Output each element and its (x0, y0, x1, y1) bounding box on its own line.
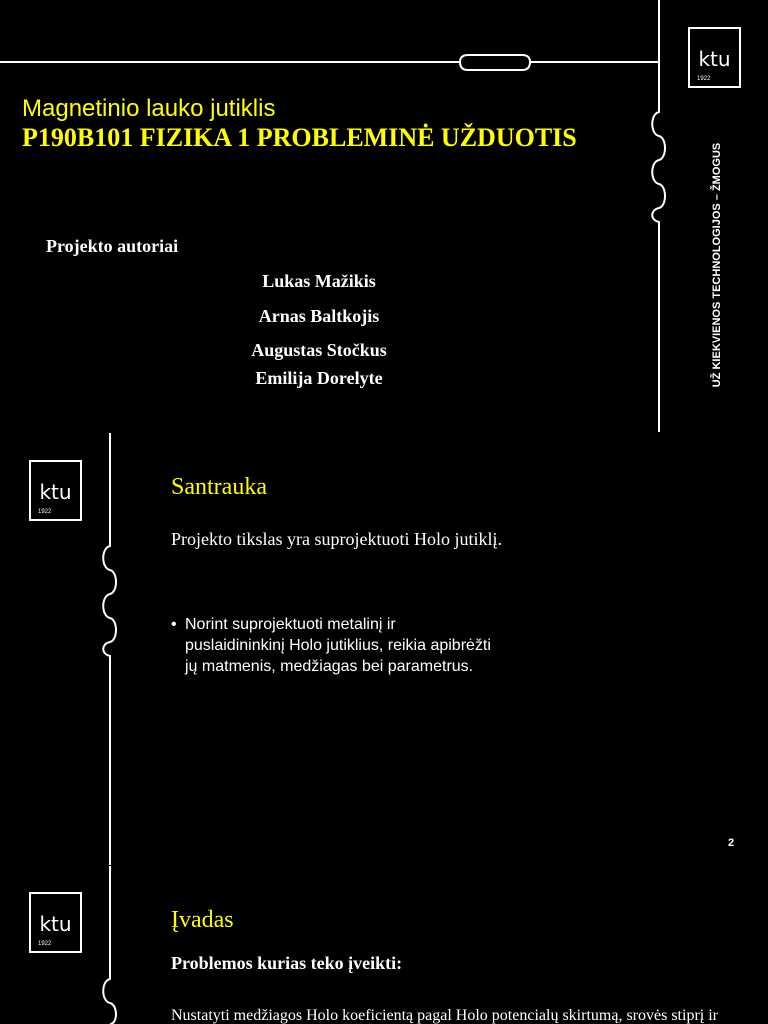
course-title: P190B101 FIZIKA 1 PROBLEMINĖ UŽDUOTIS (22, 123, 577, 152)
ktu-logo (29, 460, 82, 521)
author-name: Augustas Stočkus (251, 340, 387, 360)
logo-text: ktu (698, 47, 731, 71)
bullet-list (171, 614, 491, 677)
subheading: Problemos kurias teko įveikti: (171, 953, 403, 973)
slogan: UŽ KIEKVIENOS TECHNOLOGIJOS – ŽMOGUS (711, 142, 723, 388)
title-slide (0, 0, 768, 432)
logo-year: 1922 (38, 941, 52, 947)
logo-year: 1922 (697, 76, 711, 82)
decorative-lines (0, 866, 768, 1024)
ktu-logo (688, 27, 741, 88)
authors-label: Projekto autoriai (46, 236, 179, 256)
author-name: Arnas Baltkojis (258, 306, 380, 326)
summary-slide (0, 433, 768, 865)
body-text: Nustatyti medžiagos Holo koeficientą pagal Holo potencialų skirtumą, srovės stiprį ir (171, 1007, 718, 1024)
author-name: Lukas Mažikis (262, 271, 376, 291)
introduction-slide (0, 866, 768, 1024)
logo-text: ktu (39, 912, 72, 936)
page-number: 2 (728, 837, 735, 849)
bullet-text: Norint suprojektuoti metalinį ir puslaidininkinį Holo jutiklius, reikia apibrėžti jų matmenis, medžiagas bei parametrus. (185, 616, 491, 675)
section-heading: Santrauka (171, 474, 267, 500)
section-heading: Įvadas (171, 907, 234, 933)
logo-year: 1922 (38, 509, 52, 515)
author-name: Emilija Dorelyte (255, 368, 383, 388)
list-item (171, 614, 491, 677)
presentation-title: Magnetinio lauko jutiklis (22, 95, 276, 122)
decorative-lines (0, 0, 768, 432)
bullet-marker: • (171, 616, 177, 633)
logo-text: ktu (39, 480, 72, 504)
ktu-logo (29, 892, 82, 953)
intro-text: Projekto tikslas yra suprojektuoti Holo jutiklį. (171, 529, 502, 549)
